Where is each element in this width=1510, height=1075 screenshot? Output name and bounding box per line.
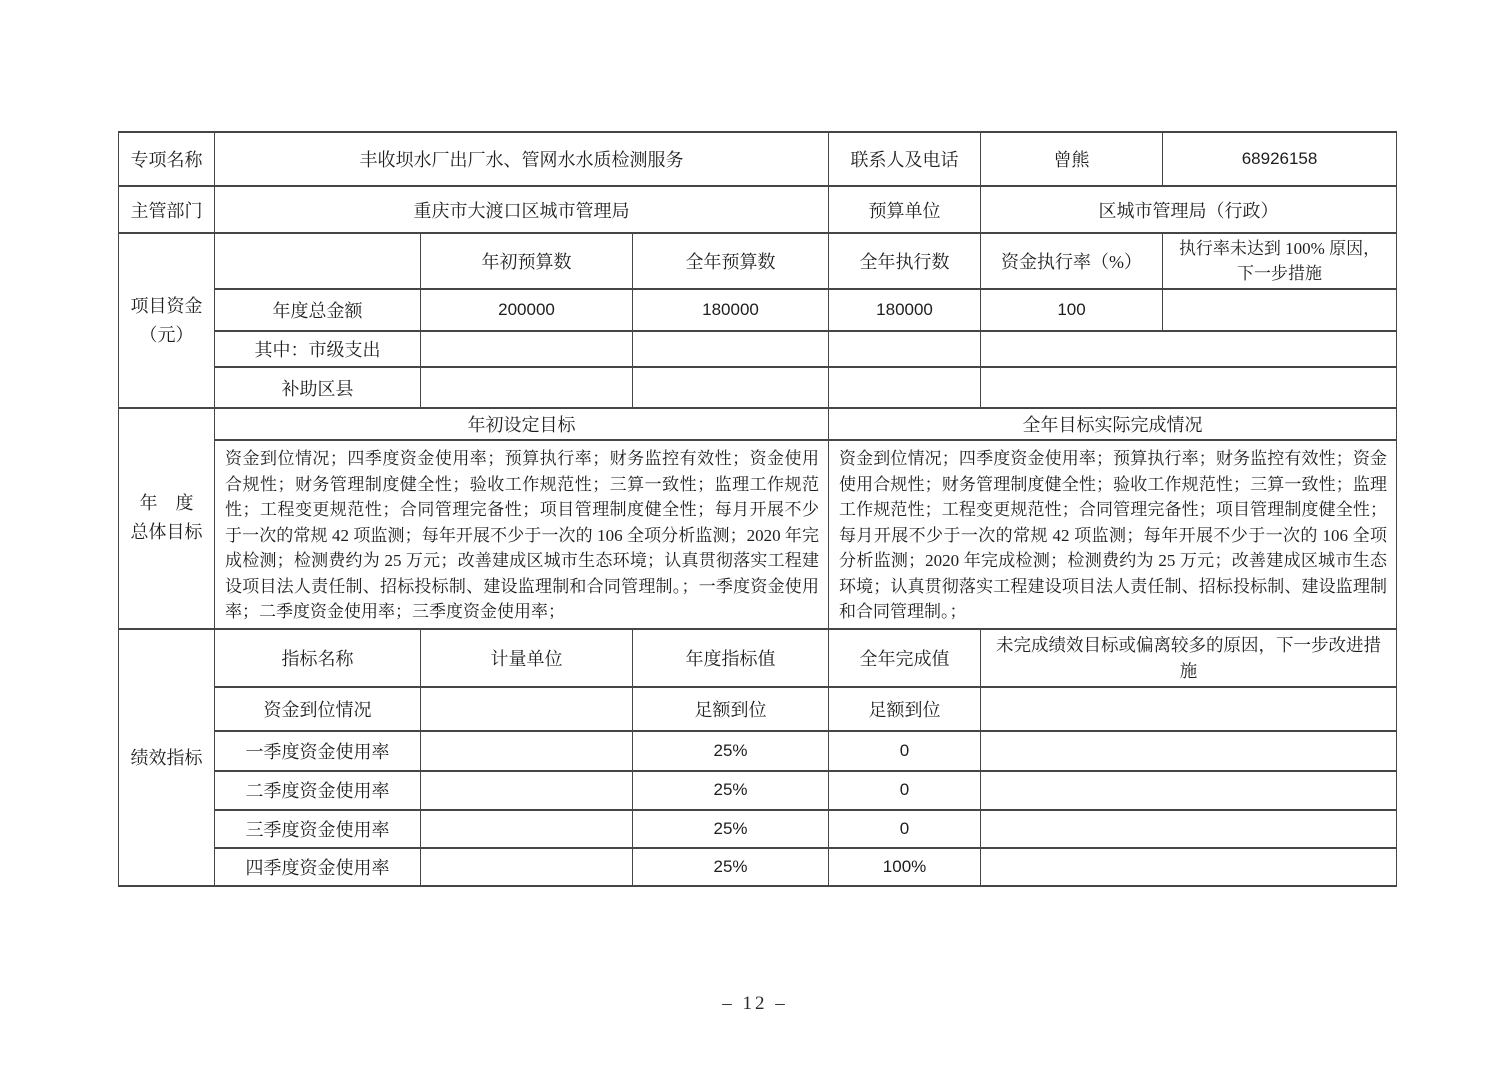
indicator-row-name: 二季度资金使用率 xyxy=(215,771,421,810)
indicator-row-name: 四季度资金使用率 xyxy=(215,848,421,886)
col-header-indicator-reason: 未完成绩效目标或偏离较多的原因，下一步改进措施 xyxy=(981,629,1397,687)
indicator-row-reason xyxy=(981,771,1397,810)
indicator-row-actual: 0 xyxy=(829,810,981,848)
col-header-initial-budget: 年初预算数 xyxy=(421,233,633,289)
empty-cell xyxy=(981,331,1397,367)
empty-cell xyxy=(829,367,981,408)
indicator-row-unit xyxy=(421,810,633,848)
funds-total-annual-executed: 180000 xyxy=(829,289,981,331)
annual-goal-section-label-line2: 总体目标 xyxy=(130,522,203,543)
contact-label: 联系人及电话 xyxy=(829,132,981,186)
performance-report-table xyxy=(118,131,1397,887)
empty-cell xyxy=(215,233,421,289)
indicator-row-reason xyxy=(981,810,1397,848)
project-name-label: 专项名称 xyxy=(119,132,215,186)
goal-initial-text: 资金到位情况；四季度资金使用率；预算执行率；财务监控有效性；资金使用合规性；财务管理制度健全性；验收工作规范性；三算一致性；监理工作规范性；工程变更规范性；合同管理完备性；项目管理制度健全性；每月开展不少于一次的常规 42 项监测；每年开展不少于一次的 106 全项分析监测；2020 年完成检测；检测费约为 25 万元；改善建成区城市生态环境；认真贯彻落实工程建设项目法人责任制、招标投标制、建设监理制和合同管理制。；一季度资金使用率；二季度资金使用率；三季度资金使用率； xyxy=(215,440,829,629)
funds-section-label-line1: 项目资金 xyxy=(130,295,203,316)
col-header-indicator-name: 指标名称 xyxy=(215,629,421,687)
funds-district-subsidy-label: 补助区县 xyxy=(215,367,421,408)
indicator-row-unit xyxy=(421,687,633,731)
indicators-section-label: 绩效指标 xyxy=(119,629,215,886)
funds-total-reason xyxy=(1163,289,1397,331)
col-header-indicator-target: 年度指标值 xyxy=(633,629,829,687)
department-label: 主管部门 xyxy=(119,186,215,233)
indicator-row-actual: 0 xyxy=(829,771,981,810)
funds-section-label-line2: （元） xyxy=(139,324,194,345)
indicator-row-target: 25% xyxy=(633,771,829,810)
funds-city-spend-label: 其中：市级支出 xyxy=(215,331,421,367)
indicator-row-target: 25% xyxy=(633,848,829,886)
annual-goal-section-label-line1: 年 度 xyxy=(139,493,194,514)
empty-cell xyxy=(981,367,1397,408)
contact-name: 曾熊 xyxy=(981,132,1163,186)
goal-actual-text: 资金到位情况；四季度资金使用率；预算执行率；财务监控有效性；资金使用合规性；财务管理制度健全性；验收工作规范性；三算一致性；监理工作规范性；工程变更规范性；合同管理完备性；项目管理制度健全性；每月开展不少于一次的常规 42 项监测；每年开展不少于一次的 106 全项分析监测；2020 年完成检测；检测费约为 25 万元；改善建成区城市生态环境；认真贯彻落实工程建设项目法人责任制、招标投标制、建设监理制和合同管理制。； xyxy=(829,440,1397,629)
indicator-row-name: 三季度资金使用率 xyxy=(215,810,421,848)
indicator-row-reason xyxy=(981,848,1397,886)
col-header-indicator-unit: 计量单位 xyxy=(421,629,633,687)
indicator-row-unit xyxy=(421,771,633,810)
col-header-execution-rate: 资金执行率（%） xyxy=(981,233,1163,289)
goal-actual-header: 全年目标实际完成情况 xyxy=(829,408,1397,440)
indicator-row-actual: 0 xyxy=(829,731,981,771)
indicator-row-reason xyxy=(981,687,1397,731)
empty-cell xyxy=(633,367,829,408)
project-name-value: 丰收坝水厂出厂水、管网水水质检测服务 xyxy=(215,132,829,186)
indicator-row-target: 25% xyxy=(633,810,829,848)
empty-cell xyxy=(421,331,633,367)
indicator-row-unit xyxy=(421,731,633,771)
funds-total-label: 年度总金额 xyxy=(215,289,421,331)
col-header-annual-budget: 全年预算数 xyxy=(633,233,829,289)
col-header-execution-reason: 执行率未达到 100% 原因，下一步措施 xyxy=(1163,233,1397,289)
empty-cell xyxy=(421,367,633,408)
col-header-annual-executed: 全年执行数 xyxy=(829,233,981,289)
budget-unit-name: 区城市管理局（行政） xyxy=(981,186,1397,233)
department-name: 重庆市大渡口区城市管理局 xyxy=(215,186,829,233)
empty-cell xyxy=(829,331,981,367)
contact-phone: 68926158 xyxy=(1163,132,1397,186)
indicator-row-target: 25% xyxy=(633,731,829,771)
indicator-row-name: 资金到位情况 xyxy=(215,687,421,731)
funds-total-initial-budget: 200000 xyxy=(421,289,633,331)
indicator-row-unit xyxy=(421,848,633,886)
budget-unit-label: 预算单位 xyxy=(829,186,981,233)
funds-section-label xyxy=(119,233,215,408)
funds-total-execution-rate: 100 xyxy=(981,289,1163,331)
page-number: – 12 – xyxy=(722,993,788,1014)
indicator-row-actual: 足额到位 xyxy=(829,687,981,731)
col-header-indicator-actual: 全年完成值 xyxy=(829,629,981,687)
funds-total-annual-budget: 180000 xyxy=(633,289,829,331)
indicator-row-actual: 100% xyxy=(829,848,981,886)
empty-cell xyxy=(633,331,829,367)
annual-goal-section-label xyxy=(119,408,215,629)
indicator-row-reason xyxy=(981,731,1397,771)
goal-initial-header: 年初设定目标 xyxy=(215,408,829,440)
indicator-row-target: 足额到位 xyxy=(633,687,829,731)
indicator-row-name: 一季度资金使用率 xyxy=(215,731,421,771)
